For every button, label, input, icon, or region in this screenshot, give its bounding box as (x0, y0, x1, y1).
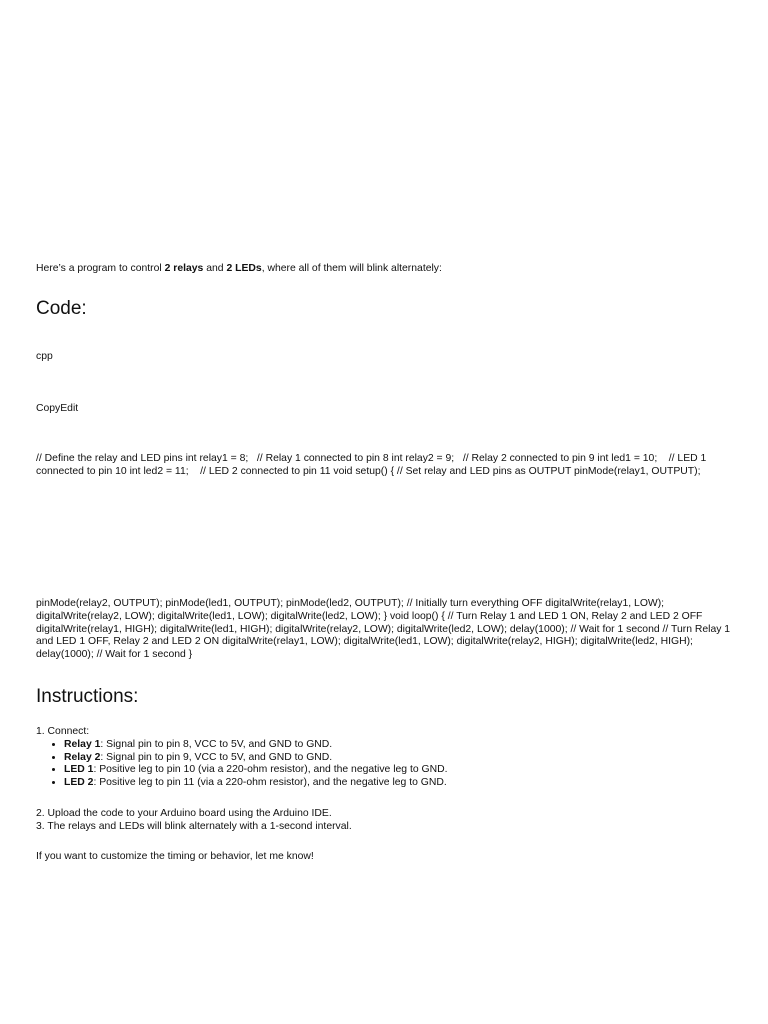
code-block-part-2: pinMode(relay2, OUTPUT); pinMode(led1, OUTPUT); pinMode(led2, OUTPUT); // Initially turn everything OFF digitalWrite(relay1, LOW); digitalWrite(relay2, LOW); digitalWrite(led1, LOW); digitalWrite(led2, LOW); } void loop() { // Turn Relay 1 and LED 1 ON, Relay 2 and LED 2 OFF digitalWrite(relay1, HIGH); digitalWrite(led1, HIGH); digitalWrite(relay2, LOW); digitalWrite(led2, LOW); delay(1000); // Wait for 1 second // Turn Relay 1 and LED 1 OFF, Relay 2 and LED 2 ON digitalWrite(relay1, LOW); digitalWrite(led1, LOW); digitalWrite(relay2, HIGH); digitalWrite(led2, HIGH); delay(1000); // Wait for 1 second } (36, 598, 733, 661)
intro-bold-leds: 2 LEDs (226, 263, 262, 274)
closing-paragraph: If you want to customize the timing or behavior, let me know! (36, 851, 314, 862)
connections-list (36, 739, 732, 790)
list-item (64, 764, 732, 777)
instructions-heading: Instructions: (36, 686, 139, 707)
connection-text: : Signal pin to pin 9, VCC to 5V, and GND to GND. (100, 751, 333, 763)
connection-label: Relay 2 (64, 751, 101, 763)
copy-button[interactable]: CopyEdit (36, 403, 79, 414)
list-item (64, 777, 732, 790)
connection-label: LED 2 (64, 777, 94, 789)
intro-suffix: , where all of them will blink alternately: (261, 263, 442, 274)
instructions-list (36, 726, 732, 790)
intro-paragraph (36, 263, 732, 276)
instructions-followup (36, 808, 732, 834)
connection-text: : Signal pin to pin 8, VCC to 5V, and GND to GND. (100, 738, 333, 750)
step-2: 2. Upload the code to your Arduino board using the Arduino IDE. (36, 808, 332, 819)
list-item (64, 739, 732, 752)
list-item (64, 752, 732, 765)
connection-label: LED 1 (64, 764, 94, 776)
code-language-label: cpp (36, 351, 53, 362)
intro-middle: and (203, 263, 227, 274)
step-3: 3. The relays and LEDs will blink alternately with a 1-second interval. (36, 820, 352, 832)
connection-text: : Positive leg to pin 10 (via a 220-ohm resistor), and the negative leg to GND. (93, 764, 448, 776)
code-block-part-1: // Define the relay and LED pins int relay1 = 8; // Relay 1 connected to pin 8 int relay2 = 9; // Relay 2 connected to pin 9 int led1 = 10; // LED 1 connected to pin 10 int led2 = 11; // LED 2 connected to pin 11 void setup() { // Set relay and LED pins as OUTPUT pinMode(relay1, OUTPUT); (36, 453, 710, 477)
intro-bold-relays: 2 relays (164, 263, 204, 274)
step-1: 1. Connect: (36, 726, 90, 737)
code-heading: Code: (36, 298, 87, 319)
connection-label: Relay 1 (64, 738, 101, 750)
intro-prefix: Here’s a program to control (36, 263, 165, 274)
connection-text: : Positive leg to pin 11 (via a 220-ohm resistor), and the negative leg to GND. (93, 777, 447, 789)
